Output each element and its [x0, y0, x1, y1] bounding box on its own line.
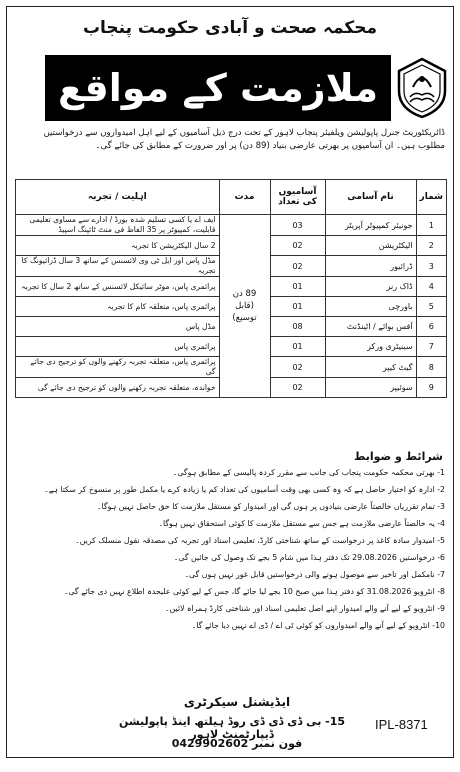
condition-item: 9- انٹرویو کے لیے آنے والے امیدوار اپنے اصل تعلیمی اسناد اور شناختی کارڈ ہمراہ لائیں۔	[164, 604, 445, 613]
conditions-list	[13, 467, 445, 637]
row-age-merged: 89 دن (قابل توسیع)	[219, 215, 270, 398]
row-qualification: پرائمری پاس، موٹر سائیکل لائسنس کے ساتھ 2 سال کا تجربہ	[16, 277, 220, 297]
row-post: سوئیپر	[325, 378, 416, 398]
row-qualification: 2 سال الیکٹریشن کا تجربہ	[16, 236, 220, 256]
row-qualification: ایف اے یا کسی تسلیم شدہ بورڈ / ادارے سے مساوی تعلیمی قابلیت، کمپیوٹر پر 35 الفاظ فی منٹ ٹائپنگ اسپیڈ	[16, 215, 220, 236]
condition-item: 8- انٹرویو 31.08.2026 کو دفتر ہذا میں صبح 10 بجے لیا جائے گا، جس کے لیے کوئی علیحدہ اطلاع نہیں دی جائے گی۔	[63, 587, 445, 596]
row-post: سینیٹری ورکر	[325, 337, 416, 357]
jobs-banner: ملازمت کے مواقع	[45, 55, 391, 121]
header-num: شمار	[416, 180, 446, 215]
advertisement-page	[6, 6, 454, 758]
phone-number: فون نمبر 0429902602	[171, 737, 303, 750]
row-qualification: پرائمری پاس، متعلقہ کام کا تجربہ	[16, 297, 220, 317]
row-post: باورچی	[325, 297, 416, 317]
intro-paragraph: ڈائریکٹوریٹ جنرل پاپولیشن ویلفیئر پنجاب لاہور کے تحت درج ذیل آسامیوں کے لیے اہل امیدواروں سے درخواستیں مطلوب ہیں۔ ان آسامیوں پر بھرتی عارضی بنیاد (89 دن) پر اور ضرورت کے مطابق کی جائے گی۔	[43, 128, 445, 151]
condition-item: 10- انٹرویو کے لیے آنے والے امیدواروں کو کوئی ٹی اے / ڈی اے نہیں دیا جائے گا۔	[191, 621, 445, 630]
row-count: 02	[270, 357, 325, 378]
row-post: جونیئر کمپیوٹر آپریٹر	[325, 215, 416, 236]
row-count: 02	[270, 236, 325, 256]
row-post: الیکٹریشن	[325, 236, 416, 256]
row-count: 02	[270, 378, 325, 398]
header-qualification: اہلیت / تجربہ	[16, 180, 220, 215]
row-qualification: مڈل پاس	[16, 317, 220, 337]
row-count: 08	[270, 317, 325, 337]
row-num: 7	[416, 337, 446, 357]
condition-item: 7- نامکمل اور تاخیر سے موصول ہونے والی درخواستیں قابل غور نہیں ہوں گی۔	[184, 570, 445, 579]
row-post: ڈرائیور	[325, 256, 416, 277]
row-num: 9	[416, 378, 446, 398]
row-count: 02	[270, 256, 325, 277]
row-num: 1	[416, 215, 446, 236]
row-qualification: پرائمری پاس	[16, 337, 220, 357]
condition-item: 3- تمام تقرریاں خالصتاً عارضی بنیادوں پر ہوں گی اور امیدوار کو مستقل ملازمت کا حق حاصل نہیں ہوگا۔	[96, 502, 445, 511]
table-header-row	[16, 180, 447, 215]
header-age: مدت	[219, 180, 270, 215]
signer-title: ایڈیشنل سیکرٹری	[183, 695, 291, 709]
header-count: آسامیوں کی تعداد	[270, 180, 325, 215]
department-title: محکمہ صحت و آبادی حکومت پنجاب	[82, 18, 378, 38]
row-qualification: پرائمری پاس، متعلقہ تجربہ رکھنے والوں کو ترجیح دی جائے گی	[16, 357, 220, 378]
table-row	[16, 215, 447, 236]
condition-item: 4- یہ خالصتاً عارضی ملازمت ہے جس سے مستقل ملازمت کا کوئی استحقاق نہیں ہوگا۔	[158, 519, 445, 528]
row-num: 3	[416, 256, 446, 277]
row-qualification: خواندہ، متعلقہ تجربہ رکھنے والوں کو ترجیح دی جائے گی	[16, 378, 220, 398]
row-post: ڈاک رنر	[325, 277, 416, 297]
condition-item: 1- بھرتی محکمہ حکومت پنجاب کی جانب سے مقرر کردہ پالیسی کے مطابق ہوگی۔	[172, 468, 445, 477]
row-num: 6	[416, 317, 446, 337]
row-num: 2	[416, 236, 446, 256]
row-post: گیٹ کیپر	[325, 357, 416, 378]
condition-item: 5- امیدوار سادہ کاغذ پر درخواست کے ساتھ شناختی کارڈ، تعلیمی اسناد اور تجربہ کی مصدقہ نقول منسلک کریں۔	[75, 536, 445, 545]
row-count: 01	[270, 337, 325, 357]
row-qualification: مڈل پاس اور ایل ٹی وی لائسنس کے ساتھ 3 سال ڈرائیونگ کا تجربہ	[16, 256, 220, 277]
office-address: 15- بی ڈی ڈی ڈی روڈ ہیلتھ اینڈ پاپولیشن ڈیپارٹمنٹ لاہور	[118, 715, 346, 741]
row-num: 8	[416, 357, 446, 378]
row-count: 01	[270, 297, 325, 317]
row-post: آفس بوائے / اٹینڈنٹ	[325, 317, 416, 337]
condition-item: 6- درخواستیں 29.08.2026 تک دفتر ہذا میں شام 5 بجے تک وصول کی جائیں گی۔	[173, 553, 445, 562]
condition-item: 2- ادارہ کو اختیار حاصل ہے کہ وہ کسی بھی وقت آسامیوں کی تعداد کم یا زیادہ کرے یا مکمل طور پر منسوخ کر سکتا ہے۔	[44, 485, 445, 494]
row-num: 4	[416, 277, 446, 297]
conditions-title: شرائط و ضوابط	[353, 450, 443, 463]
vacancies-table	[15, 179, 447, 398]
government-emblem-icon	[395, 57, 449, 119]
row-count: 01	[270, 277, 325, 297]
row-count: 03	[270, 215, 325, 236]
ipl-reference: IPL-8371	[375, 717, 428, 732]
row-num: 5	[416, 297, 446, 317]
header-post: نام آسامی	[325, 180, 416, 215]
